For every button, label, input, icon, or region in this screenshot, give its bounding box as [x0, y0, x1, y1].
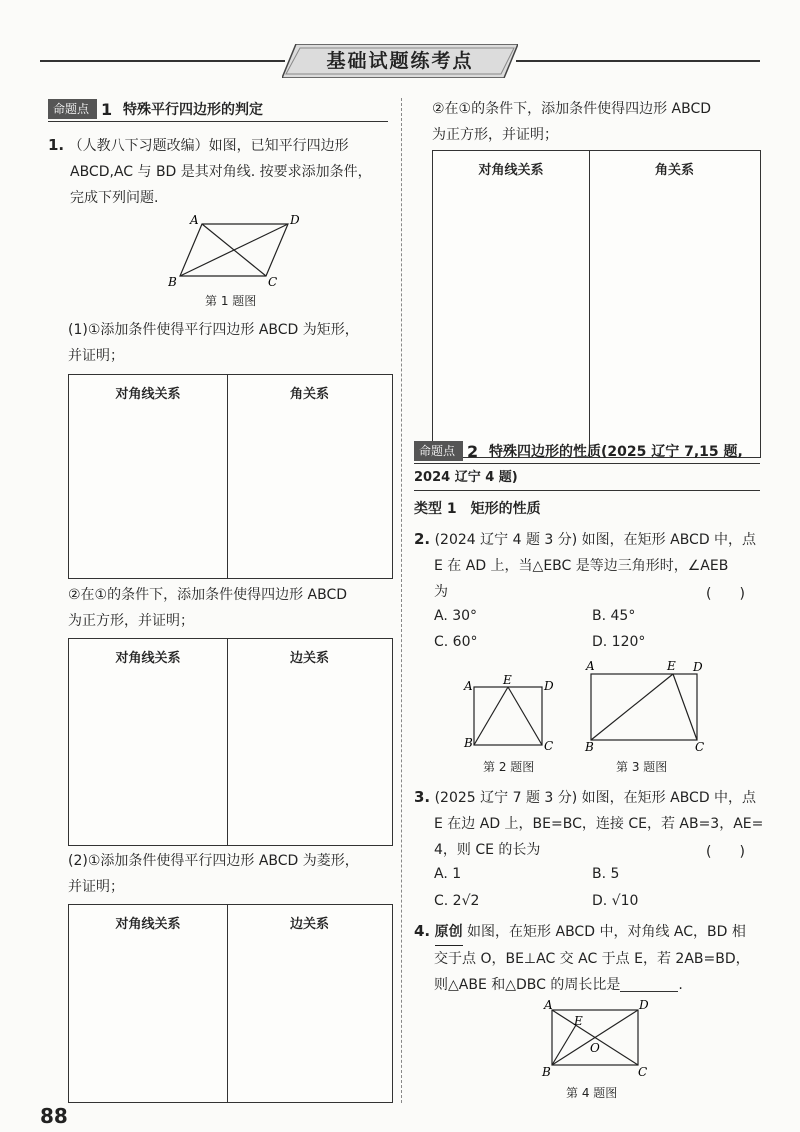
q3-line-3: 4，则 CE 的长为	[434, 842, 541, 858]
page-number: 88	[40, 1104, 68, 1128]
q1-number: 1.	[48, 136, 65, 154]
q1-part1b	[68, 582, 398, 634]
q1-text	[48, 132, 393, 211]
header-rule-right	[516, 60, 760, 62]
table3-divider	[227, 905, 228, 1102]
q1-line-1: （人教八下习题改编）如图，已知平行四边形	[68, 138, 349, 154]
figure-4-rectangle	[540, 1000, 650, 1080]
table1-header-diagonal: 对角线关系	[115, 387, 181, 402]
q1-part2-line-1: (2)①添加条件使得平行四边形 ABCD 为菱形，	[68, 853, 359, 869]
fig1-label-a: A	[190, 213, 199, 227]
fig2-label-b: B	[464, 736, 473, 750]
q2-option-a[interactable]: A. 30°	[434, 608, 478, 624]
section-2-underline-2	[414, 490, 760, 491]
fig4-label-a: A	[544, 1000, 553, 1012]
table1-divider	[227, 375, 228, 578]
fig4-label-e: E	[574, 1014, 583, 1028]
section-1-underline	[48, 121, 388, 122]
q4-line-3: 则△ABE 和△DBC 的周长比是	[434, 977, 621, 993]
q1-part2b-line-1: ②在①的条件下，添加条件使得四边形 ABCD	[432, 101, 712, 117]
table3-header-diagonal: 对角线关系	[115, 917, 181, 932]
fig3-label-d: D	[693, 660, 703, 674]
q3-answer-paren[interactable]: ( )	[706, 844, 745, 860]
table2-header-side: 边关系	[289, 651, 329, 666]
answer-table-3	[68, 904, 393, 1103]
q2-line-1: (2024 辽宁 4 题 3 分) 如图，在矩形 ABCD 中，点	[434, 532, 757, 548]
fig1-label-d: D	[290, 213, 300, 227]
section-number: 1	[101, 99, 113, 119]
section-number: 2	[467, 441, 479, 461]
q3-line-1: (2025 辽宁 7 题 3 分) 如图，在矩形 ABCD 中，点	[434, 790, 757, 806]
figure-2-caption: 第 2 题图	[483, 760, 535, 774]
header-banner	[282, 44, 518, 78]
q1-part1b-line-2: 为正方形，并证明；	[68, 613, 194, 629]
q4-line-3-end: .	[678, 977, 683, 993]
q4-original-tag: 原创	[435, 919, 463, 946]
q3-option-d[interactable]: D. √10	[592, 893, 639, 909]
answer-table-2	[68, 638, 393, 846]
section-2-heading	[414, 440, 743, 462]
section-2-title-continued: 2024 辽宁 4 题)	[414, 470, 518, 485]
q1-part1-line-1: (1)①添加条件使得平行四边形 ABCD 为矩形，	[68, 322, 359, 338]
q3-option-b[interactable]: B. 5	[592, 866, 620, 882]
figure-2-rectangle	[460, 672, 560, 752]
figure-3-caption: 第 3 题图	[616, 760, 668, 774]
q2-option-c[interactable]: C. 60°	[434, 634, 478, 650]
q3-number: 3.	[414, 788, 431, 806]
section-title: 特殊四边形的性质(2025 辽宁 7,15 题,	[489, 444, 743, 460]
q1-part1	[68, 317, 398, 369]
table1-header-angle: 角关系	[289, 387, 329, 402]
q4-number: 4.	[414, 922, 431, 940]
fig2-label-d: D	[544, 679, 554, 693]
figure-1-caption: 第 1 题图	[205, 294, 257, 308]
section-1-heading	[48, 98, 263, 120]
figure-1-parallelogram	[168, 212, 308, 290]
column-divider	[401, 98, 402, 1103]
fig2-label-a: A	[464, 679, 473, 693]
figure-4-caption: 第 4 题图	[566, 1086, 618, 1100]
section-2-underline-1	[414, 463, 760, 464]
section-tag: 命题点	[414, 441, 463, 461]
table4-header-angle: 角关系	[654, 163, 694, 178]
q1-part2b	[432, 96, 772, 148]
q2-number: 2.	[414, 530, 431, 548]
table2-header-diagonal: 对角线关系	[115, 651, 181, 666]
table4-header-diagonal: 对角线关系	[478, 163, 544, 178]
figure-3-rectangle	[583, 659, 713, 753]
fig1-label-b: B	[168, 275, 177, 289]
q2-option-d[interactable]: D. 120°	[592, 634, 646, 650]
q1-part2b-line-2: 为正方形，并证明；	[432, 127, 558, 143]
fig4-label-b: B	[542, 1065, 551, 1079]
fig2-label-c: C	[544, 739, 554, 752]
table2-divider	[227, 639, 228, 845]
fig3-label-c: C	[695, 740, 705, 753]
answer-table-1	[68, 374, 393, 579]
q4-line-2: 交于点 O，BE⊥AC 交 AC 于点 E，若 2AB=BD，	[434, 951, 750, 967]
fig3-label-a: A	[586, 659, 595, 673]
q3-option-a[interactable]: A. 1	[434, 866, 462, 882]
q2-answer-paren[interactable]: ( )	[706, 586, 745, 602]
fig4-label-c: C	[638, 1065, 648, 1079]
fig3-label-e: E	[667, 659, 676, 673]
table3-header-side: 边关系	[289, 917, 329, 932]
fig2-label-e: E	[503, 673, 512, 687]
q4-line-1: 如图，在矩形 ABCD 中，对角线 AC，BD 相	[467, 924, 746, 940]
q1-part2-line-2: 并证明；	[68, 879, 124, 895]
section-title: 特殊平行四边形的判定	[123, 102, 264, 118]
fig4-label-d: D	[639, 1000, 649, 1012]
table4-divider	[589, 151, 590, 457]
q1-line-3: 完成下列问题.	[70, 190, 159, 206]
fig3-label-b: B	[585, 740, 594, 753]
q4-answer-blank[interactable]	[620, 975, 678, 992]
q2-line-2: E 在 AD 上，当△EBC 是等边三角形时，∠AEB	[434, 558, 729, 574]
banner-title: 基础试题练考点	[326, 50, 474, 72]
q4-text	[414, 918, 764, 998]
header-rule-left	[40, 60, 285, 62]
section-tag: 命题点	[48, 99, 97, 119]
answer-table-4	[432, 150, 761, 458]
q1-part1b-line-1: ②在①的条件下，添加条件使得四边形 ABCD	[68, 587, 348, 603]
q1-part1-line-2: 并证明；	[68, 348, 124, 364]
q3-line-2: E 在边 AD 上，BE=BC，连接 CE，若 AB=3，AE=	[434, 816, 764, 832]
q1-part2	[68, 848, 398, 900]
type-1-heading: 类型 1 矩形的性质	[414, 501, 541, 517]
q1-line-2: ABCD,AC 与 BD 是其对角线. 按要求添加条件，	[70, 164, 372, 180]
q2-line-3: 为	[434, 584, 448, 600]
fig1-label-c: C	[268, 275, 278, 289]
q2-option-b[interactable]: B. 45°	[592, 608, 636, 624]
q3-option-c[interactable]: C. 2√2	[434, 893, 480, 909]
fig4-label-o: O	[590, 1041, 600, 1055]
